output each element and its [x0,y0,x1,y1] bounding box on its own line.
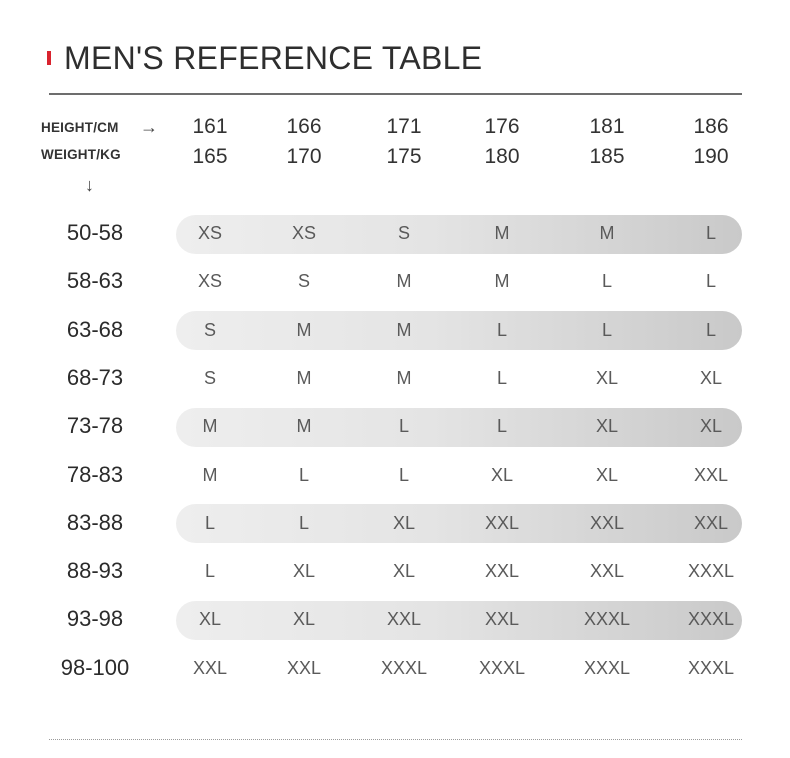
weight-range-label: 50-58 [66,220,124,245]
size-cell: XXL [286,657,322,678]
size-cell: M [396,271,412,292]
size-cell: L [496,367,507,388]
size-cell: L [298,512,309,533]
size-cell: XXL [484,609,520,630]
size-cell: S [397,223,410,243]
size-cell: XXL [386,609,422,630]
size-cell: XS [197,271,222,292]
size-cell: XS [197,223,222,243]
size-cell: M [296,367,312,388]
title-divider [49,93,742,95]
size-cell: XL [392,512,416,533]
size-cell: M [599,223,615,243]
size-cell: XL [595,367,619,388]
weight-range-label: 98-100 [60,654,130,680]
bottom-divider [49,739,742,740]
height-column-value: 161 [192,115,228,138]
weight-range-label: 73-78 [66,413,124,439]
size-cell: XL [292,609,316,630]
weight-column-value: 185 [589,145,625,168]
size-cell: L [204,512,215,533]
size-cell: M [396,367,412,388]
size-cell: L [298,464,309,485]
size-cell: XXXL [583,657,631,678]
size-cell: XXL [589,561,625,582]
weight-range-label: 88-93 [66,558,124,584]
size-cell: XXL [484,561,520,582]
size-cell: L [496,319,507,340]
title-accent-bar [47,51,51,65]
size-cell: XL [392,561,416,582]
page-title: MEN'S REFERENCE TABLE [64,40,483,76]
weight-column-value: 175 [386,145,422,168]
height-column-value: 171 [386,115,422,138]
size-cell: XXXL [687,609,735,630]
weight-range-label: 58-63 [66,268,124,294]
size-cell: L [601,271,612,292]
size-cell: L [705,223,716,243]
size-cell: M [296,319,312,340]
size-cell: XXL [693,512,729,533]
weight-column-value: 180 [484,145,520,168]
size-cell: XXL [693,464,729,485]
weight-range-label: 63-68 [66,316,124,342]
weight-column-value: 190 [693,145,729,168]
weight-column-value: 170 [286,145,322,168]
arrow-down-icon: ↓ [85,175,94,195]
weight-range-label: 83-88 [66,509,124,535]
size-cell: XL [699,416,723,437]
height-column-value: 176 [484,115,520,138]
row-highlight-band [176,504,742,543]
weight-range-label: 68-73 [66,364,124,390]
size-cell: XL [699,367,723,388]
height-column-value: 186 [693,115,729,138]
row-highlight-band [176,601,742,640]
size-cell: XL [595,464,619,485]
size-cell: XXL [484,512,520,533]
row-highlight-band [176,408,742,447]
weight-range-label: 93-98 [66,606,124,632]
size-cell: S [297,271,310,292]
size-cell: M [396,319,412,340]
size-cell: XL [198,609,222,630]
size-cell: L [705,319,716,340]
weight-column-value: 165 [192,145,228,168]
row-highlight-band [176,215,742,254]
size-cell: L [496,416,507,437]
height-column-value: 181 [589,115,625,138]
size-cell: M [494,271,510,292]
weight-header-label: WEIGHT/KG [41,147,121,162]
height-column-value: 166 [286,115,322,138]
height-header-label: HEIGHT/CM [41,120,119,135]
size-cell: XXXL [687,657,735,678]
row-highlight-band [176,311,742,350]
size-cell: XXXL [687,561,735,582]
size-cell: XL [292,561,316,582]
size-cell: M [296,416,312,437]
size-cell: L [398,416,409,437]
size-cell: M [202,464,218,485]
size-cell: XL [490,464,514,485]
size-cell: L [601,319,612,340]
size-cell: XXL [192,657,228,678]
size-cell: S [203,319,216,340]
size-cell: M [202,416,218,437]
size-cell: XXL [589,512,625,533]
size-cell: L [705,271,716,292]
size-cell: XL [595,416,619,437]
size-cell: L [398,464,409,485]
arrow-right-icon: → [140,117,158,137]
size-cell: XXXL [380,657,428,678]
size-cell: L [204,561,215,582]
size-cell: XXXL [478,657,526,678]
size-cell: M [494,223,510,243]
size-cell: S [203,367,216,388]
size-cell: XXXL [583,609,631,630]
weight-range-label: 78-83 [66,461,124,487]
size-cell: XS [291,223,316,243]
